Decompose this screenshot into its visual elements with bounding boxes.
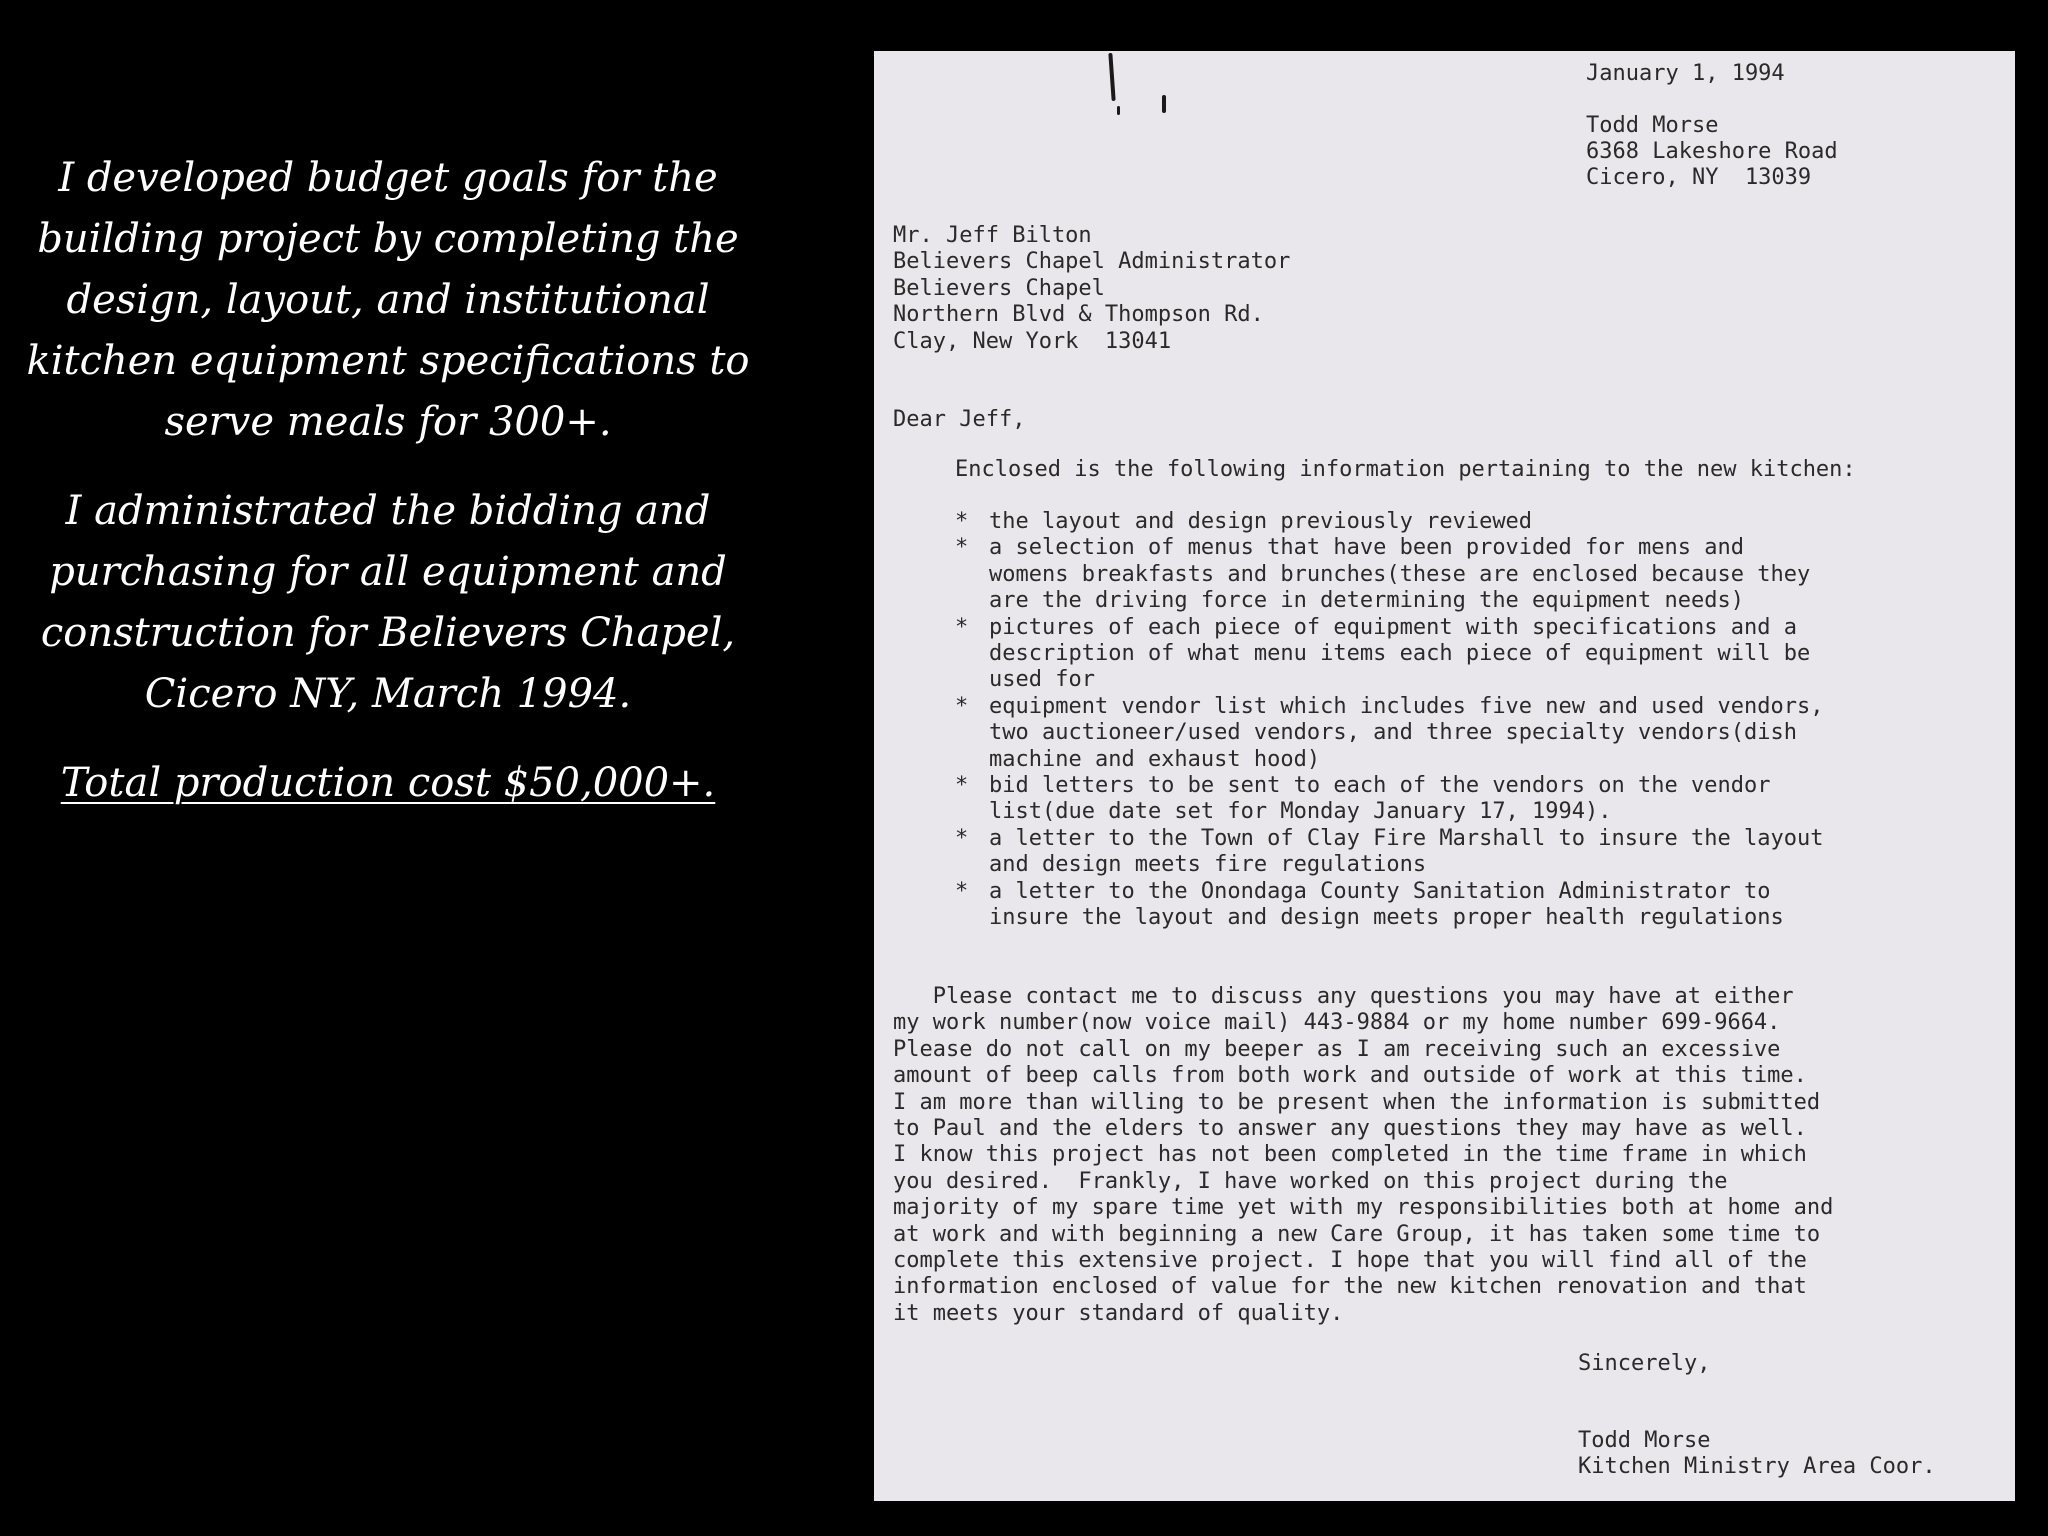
body-line: at work and with beginning a new Care Group, it has taken some time to [893,1221,1821,1247]
intro-line: Enclosed is the following information pertaining to the new kitchen: [955,457,1856,482]
body-line: amount of beep calls from both work and outside of work at this time. [893,1063,1807,1089]
body-line: information enclosed of value for the new kitchen renovation and that [893,1274,1807,1300]
letter-date: January 1, 1994 [1586,61,1785,86]
body-line: Please do not call on my beeper as I am receiving such an excessive [893,1036,1781,1062]
bullet-star: * [955,825,969,851]
caption-budget-goals: I developed budget goals for the building project by completing the design, layout, and institutional kitchen equipment specifications to serve meals for 300+. [26,155,750,445]
body-line: to Paul and the elders to answer any questions they may have as well. [893,1116,1807,1142]
recipient-name: Mr. Jeff Bilton [893,223,1092,248]
signature-title: Kitchen Ministry Area Coor. [1578,1454,1936,1479]
salutation: Dear Jeff, [893,407,1026,432]
bullet-star: * [955,535,969,561]
closing: Sincerely, [1578,1351,1711,1376]
ink-mark [1162,95,1166,113]
list-item: * equipment vendor list which includes five new and used vendors, two auctioneer/used vendors, and three specialty vendors(dish machine and exhaust hood) [955,693,1824,772]
recipient-street: Northern Blvd & Thompson Rd. [893,302,1264,327]
body-line: my work number(now voice mail) 443-9884 or my home number 699-9664. [893,1010,1781,1036]
bullet-star: * [955,509,969,534]
bullet-star: * [955,878,969,904]
recipient-title: Believers Chapel Administrator [893,249,1291,274]
body-line: majority of my spare time yet with my responsibilities both at home and [893,1195,1834,1221]
signature-name: Todd Morse [1578,1428,1711,1453]
body-line: Please contact me to discuss any questions you may have at either [893,984,1794,1009]
ink-mark [1117,106,1120,115]
body-line: it meets your standard of quality. [893,1300,1344,1326]
body-line: you desired. Frankly, I have worked on this project during the [893,1168,1728,1194]
body-line: I know this project has not been completed in the time frame in which [893,1142,1807,1168]
list-item: * bid letters to be sent to each of the vendors on the vendor list(due date set for Monday January 17, 1994). [955,773,1771,825]
sender-street: 6368 Lakeshore Road [1586,139,1838,164]
list-item: * pictures of each piece of equipment with specifications and a description of what menu items each piece of equipment will be used for [955,614,1811,693]
sender-name: Todd Morse [1586,113,1719,138]
letter-body [893,984,1833,1327]
sender-city: Cicero, NY 13039 [1586,165,1812,190]
recipient-org: Believers Chapel [893,276,1105,301]
list-item: * the layout and design previously reviewed [955,509,1533,534]
scanned-letter [874,51,2015,1501]
ink-mark [1108,53,1115,101]
body-line: I am more than willing to be present when the information is submitted [893,1089,1821,1115]
enclosure-list [955,509,1823,932]
list-item: * a selection of menus that have been provided for mens and womens breakfasts and brunches(these are enclosed because they are the driving force in determining the equipment needs) [955,535,1811,614]
recipient-city: Clay, New York 13041 [893,329,1172,354]
caption-bidding: I administrated the bidding and purchasing for all equipment and construction for Believers Chapel, Cicero NY, March 1994. [40,488,736,717]
bullet-star: * [955,773,969,799]
bullet-star: * [955,614,969,640]
body-line: complete this extensive project. I hope that you will find all of the [893,1248,1807,1274]
caption-total-cost: Total production cost $50,000+. [60,760,716,806]
list-item: * a letter to the Onondaga County Sanitation Administrator to insure the layout and design meets proper health regulations [955,878,1784,931]
bullet-star: * [955,693,969,719]
list-item: * a letter to the Town of Clay Fire Marshall to insure the layout and design meets fire regulations [955,825,1824,878]
caption-panel [14,148,762,842]
